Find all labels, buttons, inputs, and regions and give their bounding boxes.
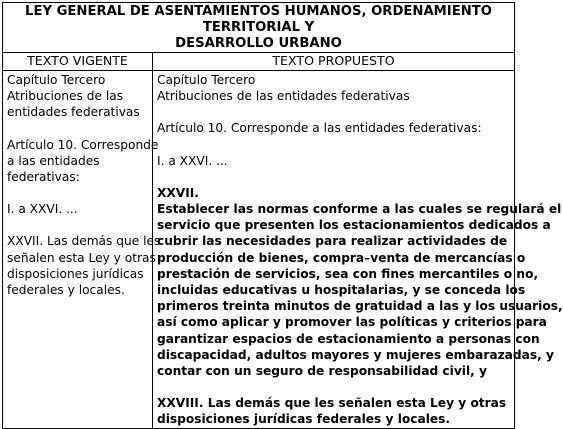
title-line-2: DESARROLLO URBANO bbox=[175, 36, 342, 51]
document-title bbox=[3, 3, 515, 53]
left-fraction-line-3: disposiciones jurídicas bbox=[7, 266, 144, 281]
right-xxvii-label: XXVII. bbox=[157, 185, 199, 200]
right-xxviii-line-1: XXVIII. Las demás que les señalen esta Ley y otras bbox=[157, 396, 507, 411]
right-xxvii-line-1: Establecer las normas conforme a las cuales se regulará el bbox=[157, 202, 562, 217]
proposed-text-column bbox=[153, 71, 563, 429]
left-article-line-2: a las entidades bbox=[7, 153, 100, 168]
left-range: I. a XXVI. ... bbox=[7, 202, 78, 217]
header-texto-propuesto: TEXTO PROPUESTO bbox=[153, 53, 515, 71]
right-xxvii-line-2: servicio que presenten los estacionamientos dedicados a bbox=[157, 218, 551, 233]
right-chapter: Capítulo Tercero bbox=[157, 73, 256, 87]
right-xxvii-line-6: incluidas educativas u hospitalarias, y se conceda los bbox=[157, 283, 526, 298]
title-line-1: LEY GENERAL DE ASENTAMIENTOS HUMANOS, ORDENAMIENTO TERRITORIAL Y bbox=[25, 4, 492, 35]
comparison-table bbox=[2, 2, 563, 429]
left-article-line-1: Artículo 10. Corresponde bbox=[7, 137, 159, 152]
left-attrib-line-1: Atribuciones de las bbox=[7, 89, 124, 104]
right-xxvii-line-11: contar con un seguro de responsabilidad civil, y bbox=[157, 364, 487, 379]
right-xxvii-line-7: primeros treinta minutos de gratuidad a las y los usuarios, bbox=[157, 299, 563, 314]
left-fraction-line-4: federales y locales. bbox=[7, 283, 125, 298]
right-xxvii-line-8: así como aplicar y promover las políticas y criterios para bbox=[157, 315, 547, 330]
right-xxvii-line-10: discapacidad, adultos mayores y mujeres embarazadas, y bbox=[157, 347, 554, 362]
right-range: I. a XXVI. ... bbox=[157, 153, 228, 168]
left-article-line-3: federativas: bbox=[7, 170, 80, 185]
current-text-column bbox=[3, 71, 161, 429]
left-fraction-line-1: XXVII. Las demás que les bbox=[7, 234, 161, 249]
right-article: Artículo 10. Corresponde a las entidades federativas: bbox=[157, 121, 482, 136]
right-attrib: Atribuciones de las entidades federativas bbox=[157, 89, 410, 104]
header-texto-vigente: TEXTO VIGENTE bbox=[3, 53, 153, 71]
left-attrib-line-2: entidades federativas bbox=[7, 105, 140, 120]
right-xxvii-line-4: producción de bienes, compra–venta de mercancías o bbox=[157, 250, 526, 265]
left-fraction-line-2: señalen esta Ley y otras bbox=[7, 250, 156, 265]
left-chapter: Capítulo Tercero bbox=[7, 73, 106, 87]
right-xxvii-line-9: garantizar espacios de estacionamiento a personas con bbox=[157, 331, 540, 346]
right-xxvii-line-5: prestación de servicios, sea con fines mercantiles o no, bbox=[157, 266, 539, 281]
right-xxvii-line-3: cubrir las necesidades para realizar actividades de bbox=[157, 234, 508, 249]
right-xxviii-line-2: disposiciones jurídicas federales y locales. bbox=[157, 412, 451, 427]
